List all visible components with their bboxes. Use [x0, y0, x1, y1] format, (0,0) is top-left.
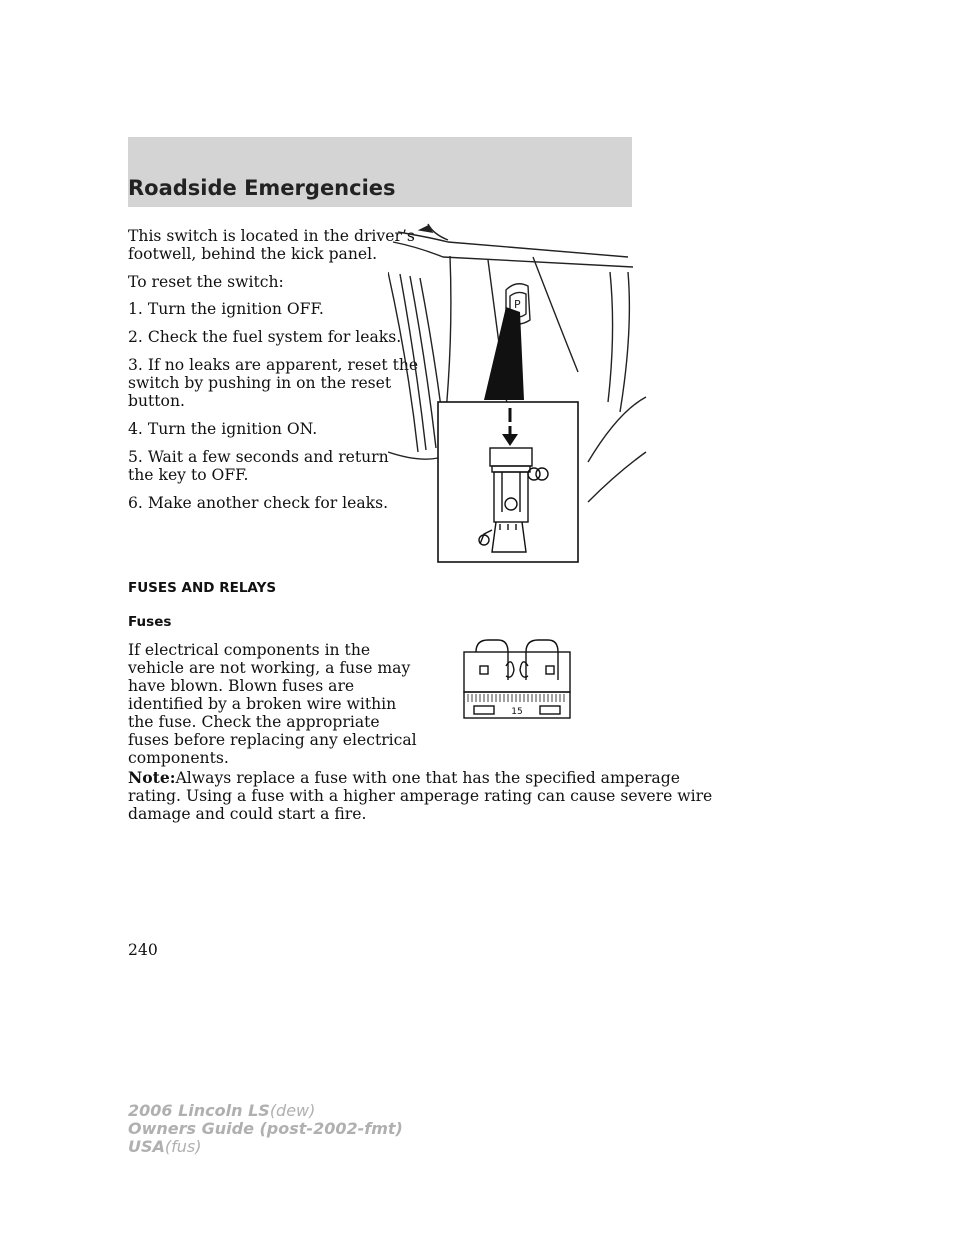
footer-market-code: (fus) [164, 1137, 202, 1156]
note-line: damage and could start a fire. [128, 805, 367, 823]
fuses-para-line: If electrical components in the [128, 641, 371, 659]
intro-line: This switch is located in the driver’s [128, 227, 415, 245]
fuse-rating-label: 15 [511, 707, 523, 717]
reset-heading: To reset the switch: [128, 273, 284, 291]
fuses-and-relays-heading: FUSES AND RELAYS [128, 580, 277, 596]
note-line [128, 769, 680, 787]
footer-model: 2006 Lincoln LS [128, 1101, 270, 1120]
fuses-para-line: fuses before replacing any electrical [128, 731, 417, 749]
footer-market: USA [128, 1137, 165, 1156]
fuses-para-line: the fuse. Check the appropriate [128, 713, 380, 731]
blade-fuse-illustration [462, 636, 572, 720]
footer-code: (dew) [269, 1101, 316, 1120]
note-line: rating. Using a fuse with a higher amperage rating can cause severe wire [128, 787, 713, 805]
note-label: Note: [128, 768, 176, 787]
inertia-switch-illustration [388, 212, 648, 564]
fuses-para-line: vehicle are not working, a fuse may [128, 659, 411, 677]
fuses-para-line: identified by a broken wire within [128, 695, 397, 713]
step-3: 3. If no leaks are apparent, reset the [128, 356, 419, 374]
note-text: Always replace a fuse with one that has the specified amperage [175, 769, 680, 787]
fuses-subheading: Fuses [128, 614, 172, 630]
footer-line [128, 1120, 403, 1138]
section-title: Roadside Emergencies [128, 176, 396, 200]
step-6: 6. Make another check for leaks. [128, 494, 389, 512]
fuses-para-line: components. [128, 749, 229, 767]
step-5: 5. Wait a few seconds and return [128, 448, 389, 466]
step-1: 1. Turn the ignition OFF. [128, 300, 324, 318]
step-4: 4. Turn the ignition ON. [128, 420, 318, 438]
svg-text:P: P [514, 298, 521, 311]
footer-line [128, 1102, 403, 1120]
step-3: switch by pushing in on the reset [128, 374, 392, 392]
document-footer [128, 1102, 403, 1156]
intro-line: footwell, behind the kick panel. [128, 245, 378, 263]
step-5: the key to OFF. [128, 466, 249, 484]
footer-guide: Owners Guide (post-2002-fmt) [128, 1119, 403, 1138]
step-2: 2. Check the fuel system for leaks. [128, 328, 402, 346]
page-number: 240 [128, 941, 158, 959]
footer-line [128, 1138, 403, 1156]
step-3: button. [128, 392, 185, 410]
fuses-para-line: have blown. Blown fuses are [128, 677, 355, 695]
